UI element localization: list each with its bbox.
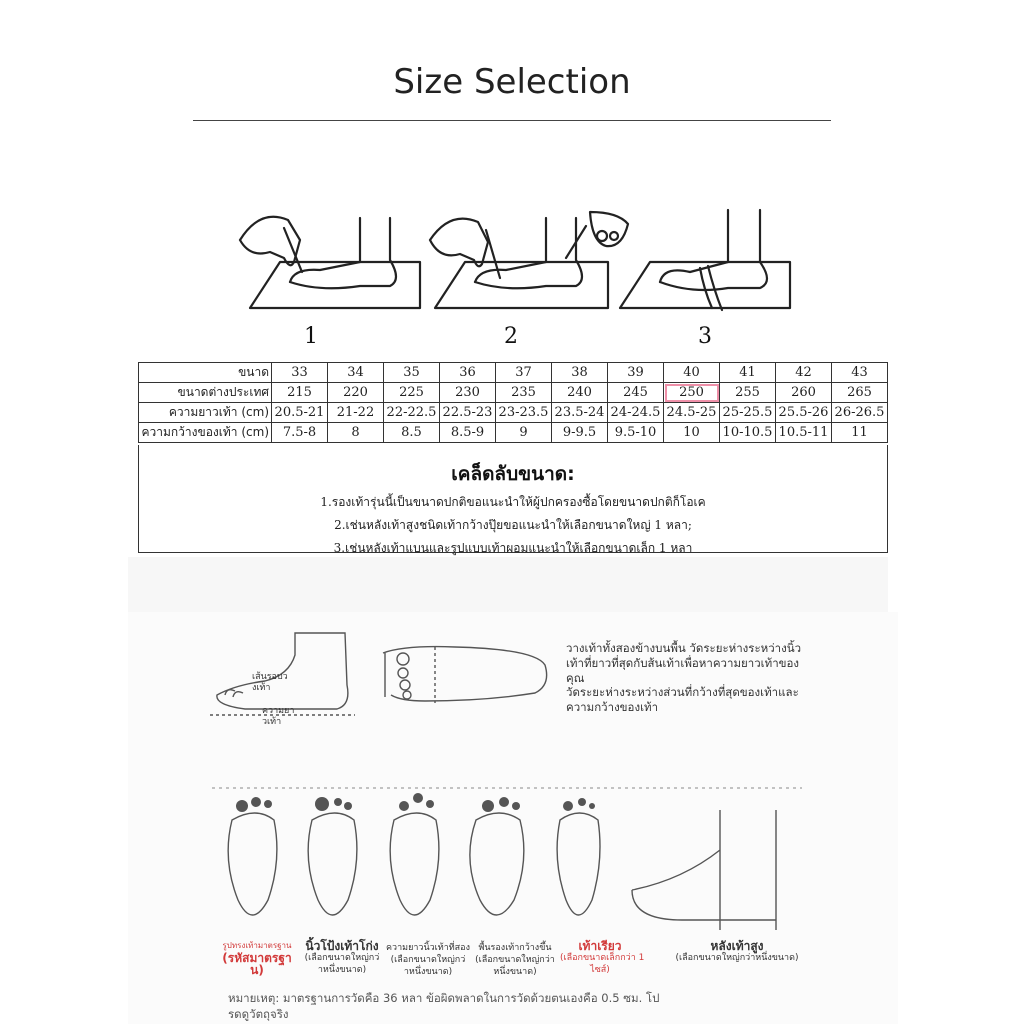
foot-types-illustration: [212, 780, 802, 930]
tips-line-1: 1.รองเท้ารุ่นนี้เป็นขนาดปกติขอแนะนำให้ผู้ปกครองซื้อโดยขนาดปกติก็โอเค: [320, 495, 706, 509]
size-table-row: [139, 383, 888, 403]
measure-note-5: ความกว้างของเท้า: [566, 700, 659, 714]
size-table-cell: 40: [664, 363, 720, 383]
size-table-cell: 34: [328, 363, 384, 383]
size-table-cell: 36: [440, 363, 496, 383]
foot-type-caption-4: พื้นรองเท้ากว้างขึ้น (เลือกขนาดใหญ่กว่า หนึ่งขนาด): [475, 943, 555, 977]
foot-type-caption-1: รูปทรงเท้ามาตรฐาน (รหัสมาตรฐา น): [222, 941, 292, 977]
size-table-cell: 20.5-21: [272, 403, 328, 423]
size-table-cell: 220: [328, 383, 384, 403]
size-table-cell: 25-25.5: [720, 403, 776, 423]
tips-title: เคล็ดลับขนาด:: [451, 463, 575, 485]
size-table-cell: 23-23.5: [496, 403, 552, 423]
measure-note-4: วัดระยะห่างระหว่างส่วนที่กว้างที่สุดของเท้าและ: [566, 685, 799, 699]
size-table-cell: 9: [496, 423, 552, 443]
size-table: [138, 362, 888, 443]
size-table-cell: 8.5-9: [440, 423, 496, 443]
size-table-cell: 10.5-11: [776, 423, 832, 443]
step-number-3: 3: [698, 324, 712, 349]
size-table-cell: 39: [608, 363, 664, 383]
size-table-cell-highlighted: 250: [664, 383, 720, 403]
size-table-cell: 25.5-26: [776, 403, 832, 423]
size-table-cell: 23.5-24: [552, 403, 608, 423]
measure-note-3: คุณ: [566, 671, 585, 685]
size-table-row: [139, 403, 888, 423]
scan-background-band: [128, 557, 888, 612]
size-table-cell: 42: [776, 363, 832, 383]
size-table-row: [139, 363, 888, 383]
size-table-cell: 26-26.5: [832, 403, 888, 423]
foot-length-label: ความยา วเท้า: [262, 706, 295, 727]
measure-note-2: เท้าที่ยาวที่สุดกับส้นเท้าเพื่อหาความยาวเท้าของ: [566, 656, 800, 670]
size-table-cell: 41: [720, 363, 776, 383]
size-table-cell: 24.5-25: [664, 403, 720, 423]
measure-steps-illustration: [230, 200, 800, 320]
size-table-cell: 24-24.5: [608, 403, 664, 423]
size-table-cell: 245: [608, 383, 664, 403]
size-table-cell: 8: [328, 423, 384, 443]
size-table-row-label: ความกว้างของเท้า (cm): [139, 423, 272, 443]
size-table-cell: 9.5-10: [608, 423, 664, 443]
page-title: Size Selection: [393, 62, 631, 102]
foot-type-caption-2: นิ้วโป้งเท้าโก่ง (เลือกขนาดใหญ่กว่ าหนึ่งขนาด): [304, 939, 380, 975]
size-table-cell: 260: [776, 383, 832, 403]
size-tips-box: [138, 445, 888, 553]
size-table-cell: 10-10.5: [720, 423, 776, 443]
measure-note-1: วางเท้าทั้งสองข้างบนพื้น วัดระยะห่างระหว่างนิ้ว: [566, 641, 802, 655]
size-table-cell: 240: [552, 383, 608, 403]
size-table-cell: 255: [720, 383, 776, 403]
size-table-cell: 22-22.5: [384, 403, 440, 423]
size-table-row-label: ความยาวเท้า (cm): [139, 403, 272, 423]
size-table-cell: 7.5-8: [272, 423, 328, 443]
size-table-cell: 225: [384, 383, 440, 403]
foot-type-caption-6: หลังเท้าสูง (เลือกขนาดใหญ่กว่าหนึ่งขนาด): [675, 939, 799, 963]
size-table-cell: 33: [272, 363, 328, 383]
size-table-row-label: ขนาดต่างประเทศ: [139, 383, 272, 403]
size-table-row: [139, 423, 888, 443]
size-table-cell: 21-22: [328, 403, 384, 423]
step-number-1: 1: [304, 324, 318, 349]
tips-line-3: 3.เช่นหลังเท้าแบนและรูปแบบเท้าผอมแนะนำให้เลือกขนาดเล็ก 1 หลา: [333, 541, 693, 555]
foot-type-caption-3: ความยาวนิ้วเท้าที่สอง (เลือกขนาดใหญ่กว่ าหนึ่งขนาด): [386, 943, 470, 977]
step-number-2: 2: [504, 324, 518, 349]
size-table-cell: 215: [272, 383, 328, 403]
size-table-cell: 11: [832, 423, 888, 443]
size-table-cell: 37: [496, 363, 552, 383]
foot-type-caption-5: เท้าเรียว (เลือกขนาดเล็กกว่า 1 ไซส์): [560, 939, 645, 975]
size-table-cell: 235: [496, 383, 552, 403]
size-table-cell: 43: [832, 363, 888, 383]
size-table-row-label: ขนาด: [139, 363, 272, 383]
foot-circumference-label: เส้นรอบว งเท้า: [252, 672, 288, 693]
size-table-cell: 8.5: [384, 423, 440, 443]
size-table-cell: 22.5-23: [440, 403, 496, 423]
size-table-cell: 9-9.5: [552, 423, 608, 443]
size-table-cell: 35: [384, 363, 440, 383]
title-divider: [193, 120, 831, 121]
size-table-cell: 230: [440, 383, 496, 403]
size-table-cell: 10: [664, 423, 720, 443]
tips-line-2: 2.เช่นหลังเท้าสูงชนิดเท้ากว้างปุ๊ยขอแนะนำให้เลือกขนาดใหญ่ 1 หลา;: [334, 518, 692, 532]
size-table-cell: 38: [552, 363, 608, 383]
size-table-cell: 265: [832, 383, 888, 403]
measurement-remark: หมายเหตุ: มาตรฐานการวัดคือ 36 หลา ข้อผิดพลาดในการวัดด้วยตนเองคือ 0.5 ซม. โป รดดูวัตถุจริง: [228, 991, 660, 1021]
